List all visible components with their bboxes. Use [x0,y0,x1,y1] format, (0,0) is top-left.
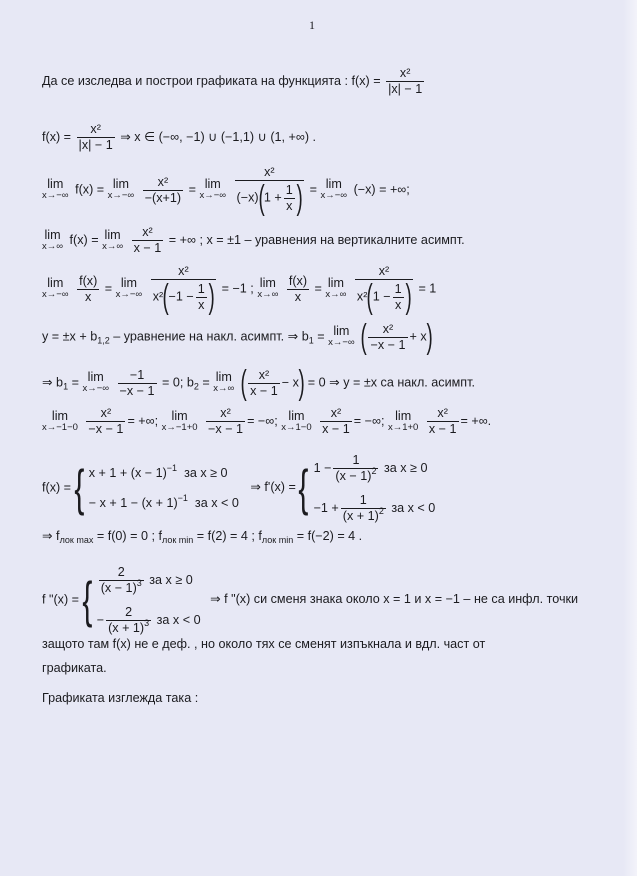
oblique-asymptote-line: $y = \pm x + b_{1,2}$ – уравнение на накл. асимпт. ⇒ $b_1$ = lim x→−∞ ( $\frac{\text{x²}}{-x - 1}$ + x) [42,318,433,356]
graph-intro: Графиката изглежда така : [42,691,199,705]
limit-minus-infinity: lim x→−∞ f(x) = lim x→−∞ $\frac{\text{x²}}{-(x+1)}$ = lim x→−∞ x² (−x)(1 + $\frac{1}{x}$ ) = lim x→−∞ (−x) = +∞; [42,165,410,217]
explanation-line-1: защото там f(x) не е деф. , но около тях се сменят изпъкнала и вдл. част от [42,637,486,651]
piecewise-derivative: f(x) = { $x + 1 + (x - 1)^{-1}$ за x ≥ 0 − $x + 1 - (x + 1)^{-1}$ за x < 0 ⇒ f'(x) = { 1 − $\frac{1}{(x - 1)^2}$ за x ≥ 0 −1 + $\frac{1}{(x + 1)^2}$ за x < 0 [42,453,436,524]
task-fraction: $\frac{\text{x²}}{|x| - 1}$ [388,66,423,96]
domain-line: f(x) = $\frac{\text{x²}}{|x| - 1}$ ⇒ x ∈ (−∞, −1) ∪ (−1,1) ∪ (1, +∞) . [42,122,317,152]
extrema-line: ⇒ $f_{лок max} = f(0) = 0$ ; $f_{лок min} = f(2) = 4$ ; $f_{лок min} = f(-2) = 4$ . [42,529,363,545]
slope-limits: lim x→−∞ $\frac{f(x)}{x}$ = lim x→−∞ x² x²(−1 − $\frac{1}{x}$ ) = −1 ; lim x→∞ $\frac{f(x)}{x}$ = lim x→∞ x² x²(1 − $\frac{1}{x}$ ) = 1 [42,264,437,316]
explanation-line-2: графиката. [42,661,107,675]
page-number: 1 [309,18,315,32]
task-statement: Да се изследва и построи графиката на функцията : f(x) = $\frac{\text{x²}}{|x| - 1}$ [42,66,423,96]
limit-plus-infinity: lim x→∞ f(x) = lim x→∞ $\frac{\text{x²}}{x - 1}$ = +∞ ; x = ±1 – уравнения на вертикалните асимпт. [42,225,465,255]
second-derivative: f "(x) = { $\frac{2}{(x - 1)^3}$ за x ≥ 0 − $\frac{2}{(x + 1)^3}$ за x < 0 ⇒ f "(x) си сменя знака около x = 1 и x = −1 – не са инфл. точки [42,565,579,636]
b-values-line: ⇒ $b_1$ = lim x→−∞ $\frac{-1}{-x - 1}$ = 0; $b_2$ = lim x→∞ ( $\frac{\text{x²}}{x - 1}$ − x) = 0 ⇒ y = ±x са накл. асимпт. [42,364,475,402]
one-sided-limits: lim x→−1−0 $\frac{\text{x²}}{-x - 1}$ = +∞; lim x→−1+0 $\frac{\text{x²}}{-x - 1}$ = −∞; lim x→1−0 $\frac{\text{x²}}{x - 1}$ = −∞; lim x→1+0 $\frac{\text{x²}}{x - 1}$ = +∞. [42,406,492,436]
